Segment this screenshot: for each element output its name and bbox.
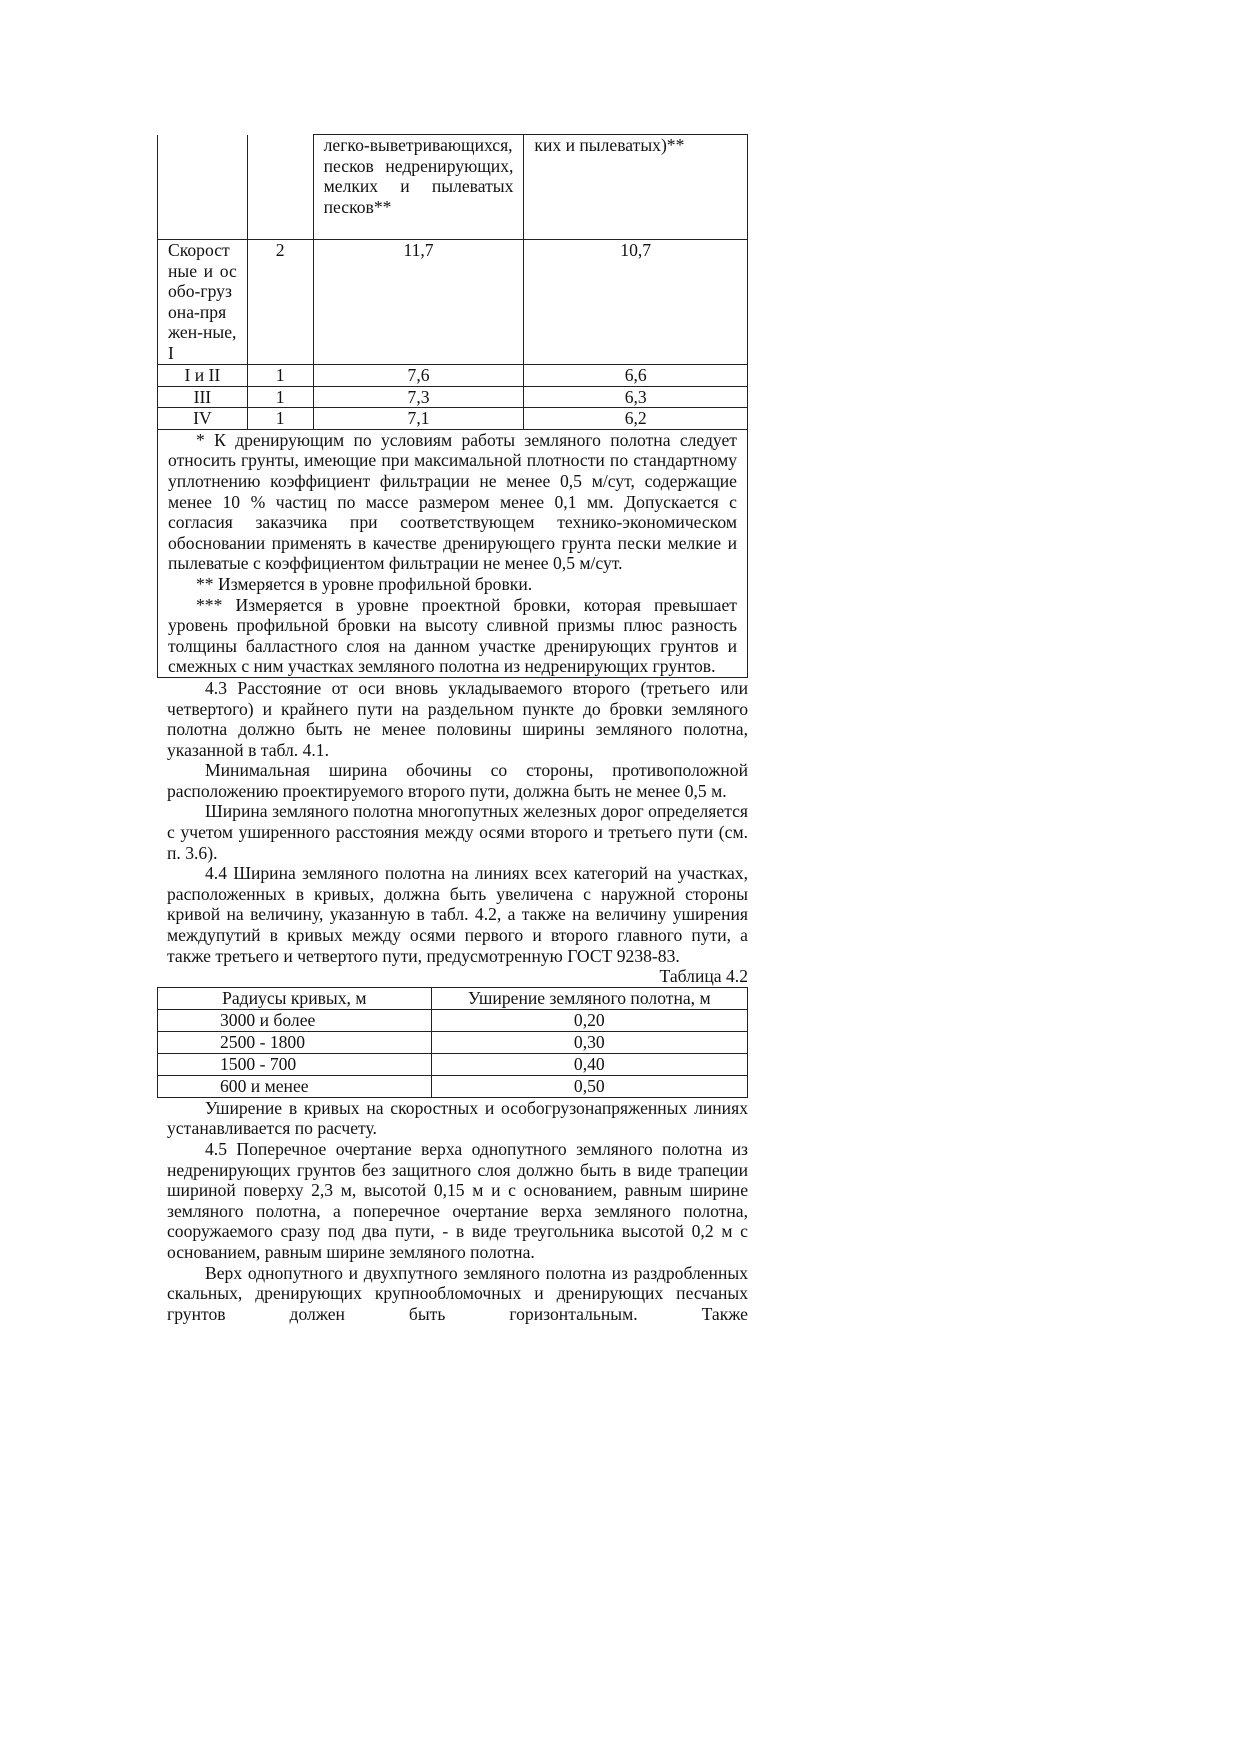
table-cell: 2 <box>247 240 313 365</box>
table-cell: 10,7 <box>524 240 748 365</box>
table-cell: 600 и менее <box>158 1075 432 1097</box>
table-row <box>158 386 748 408</box>
table-cell: 0,40 <box>431 1053 747 1075</box>
table-header-row <box>158 987 748 1009</box>
table-cell: 7,6 <box>313 365 524 387</box>
table-cell: 7,1 <box>313 408 524 430</box>
table-cell: 1500 - 700 <box>158 1053 432 1075</box>
table-cell: 1 <box>247 365 313 387</box>
paragraph: 4.4 Ширина земляного полотна на линиях всех категорий на участках, расположенных в кривых, должна быть увеличена с наружной стороны кривой на величину, указанную в табл. 4.2, а также на величину уширения междупутий в кривых между осями первого и второго главного пути, а также третьего и четвертого пути, предусмотренную ГОСТ 9238-83. <box>167 863 748 966</box>
column-header: Уширение земляного полотна, м <box>431 987 747 1009</box>
table-cell: 6,3 <box>524 386 748 408</box>
paragraph: Уширение в кривых на скоростных и особогрузонапряженных линиях устанавливается по расчету. <box>167 1097 748 1139</box>
paragraph: 4.5 Поперечное очертание верха однопутного земляного полотна из недренирующих грунтов без защитного слоя должно быть в виде трапеции шириной поверху 2,3 м, высотой 0,15 м и с основанием, равным ширине земляного полотна, а поперечное очертание верха земляного полотна, сооружаемого сразу под два пути, - в виде треугольника высотой 0,2 м с основанием, равным ширине земляного полотна. <box>167 1139 748 1262</box>
table-cell: IV <box>158 408 248 430</box>
table-cell: 11,7 <box>313 240 524 365</box>
table-row <box>158 1031 748 1053</box>
table-row <box>158 408 748 430</box>
page-content <box>157 134 748 1324</box>
table-4-1-continued <box>157 134 748 678</box>
table-row <box>158 1053 748 1075</box>
table-cell: Скоростные и особо-грузона-пряжен-ные, I <box>158 240 248 365</box>
table-cell: 6,6 <box>524 365 748 387</box>
table-cell: 6,2 <box>524 408 748 430</box>
table-cell: легко-выветривающихся, песков недренирующих, мелких и пылеватых песков** <box>313 135 524 240</box>
table-cell: 1 <box>247 408 313 430</box>
table-cell: I и II <box>158 365 248 387</box>
paragraph: Верх однопутного и двухпутного земляного полотна из раздробленных скальных, дренирующих крупнообломочных и дренирующих песчаных грунтов должен быть горизонтальным. Также <box>167 1262 748 1324</box>
table-row <box>158 135 748 240</box>
table-cell: 0,30 <box>431 1031 747 1053</box>
footnote: *** Измеряется в уровне проектной бровки, которая превышает уровень профильной бровки на высоту сливной призмы плюс разность толщины балластного слоя на данном участке дренирующих грунтов и смежных с ним участках земляного полотна из недренирующих грунтов. <box>168 594 737 677</box>
table-cell: 0,50 <box>431 1075 747 1097</box>
table-footnotes <box>158 429 748 677</box>
paragraph: 4.3 Расстояние от оси вновь укладываемого второго (третьего или четвертого) и крайнего пути на раздельном пункте до бровки земляного полотна должно быть не менее половины ширины земляного полотна, указанной в табл. 4.1. <box>167 677 748 760</box>
table-row <box>158 365 748 387</box>
table-cell: ких и пылеватых)** <box>524 135 748 240</box>
table-row <box>158 1009 748 1031</box>
table-cell: 1 <box>247 386 313 408</box>
table-row <box>158 240 748 365</box>
table-cell: 3000 и более <box>158 1009 432 1031</box>
paragraph: Минимальная ширина обочины со стороны, противоположной расположению проектируемого второго пути, должна быть не менее 0,5 м. <box>167 760 748 801</box>
footnote: * К дренирующим по условиям работы земляного полотна следует относить грунты, имеющие при максимальной плотности по стандартному уплотнению коэффициент фильтрации не менее 0,5 м/сут, содержащие менее 10 % частиц по массе размером менее 0,1 мм. Допускается с согласия заказчика при соответствующем технико-экономическом обосновании применять в качестве дренирующего грунта пески мелкие и пылеватые с коэффициентом фильтрации не менее 0,5 м/сут. <box>168 429 737 574</box>
table-caption: Таблица 4.2 <box>659 966 748 987</box>
table-cell: III <box>158 386 248 408</box>
paragraph: Ширина земляного полотна многопутных железных дорог определяется с учетом уширенного расстояния между осями второго и третьего пути (см. п. 3.6). <box>167 801 748 863</box>
footnote: ** Измеряется в уровне профильной бровки. <box>196 573 533 594</box>
table-cell: 0,20 <box>431 1009 747 1031</box>
table-cell: 7,3 <box>313 386 524 408</box>
table-row <box>158 1075 748 1097</box>
table-4-2 <box>157 987 748 1098</box>
table-cell: 2500 - 1800 <box>158 1031 432 1053</box>
column-header: Радиусы кривых, м <box>158 987 432 1009</box>
